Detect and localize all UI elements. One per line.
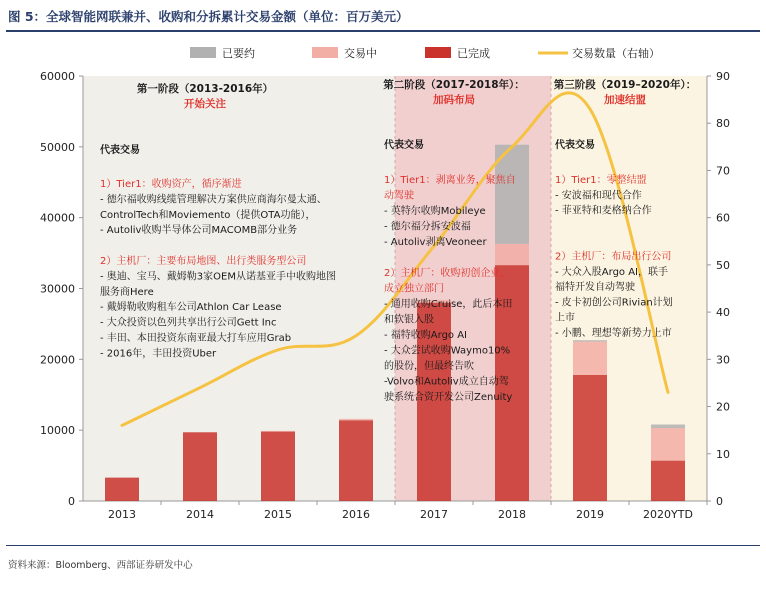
phase-3-deal-line: - 大众入股Argo AI，联手 [555,266,668,278]
phase-2-rep-label: 代表交易 [384,140,424,151]
y-right-tick-label: 70 [716,164,730,178]
phase-3-deal-line: 上市 [555,312,575,324]
phase-2-deal-line: 的股份，但最终告吹 [384,361,474,372]
bar-pending-2016 [339,419,373,420]
bar-completed-2014 [183,432,217,501]
y-right-tick-label: 60 [716,211,730,225]
phase-2-deal-line: 成立独立部门 [384,283,444,295]
phase-3-deal-line: 2）主机厂：布局出行公司 [555,251,672,263]
phase-1-deal-line: - 2016年，丰田投资Uber [100,348,217,360]
legend-swatch-pending [312,47,338,58]
legend-label-announced: 已要约 [222,47,255,60]
bar-completed-2015 [261,432,295,501]
figure-title: 图 5：全球智能网联兼并、收购和分拆累计交易金额（单位：百万美元） [8,9,409,24]
phase-1-deal-line: 服务商Here [100,286,154,298]
deal-count-point-2018 [512,146,513,147]
phase-1-deal-line: ControlTech和Moviemento（提供OTA功能）， [100,209,316,221]
phase-1-title: 第一阶段（2013-2016年） [136,83,274,95]
bar-announced-2020YTD [651,425,685,429]
phase-3-deal-line: - 菲亚特和麦格纳合作 [555,205,652,217]
phase-2-subtitle: 加码布局 [433,94,475,106]
bar-pending-2019 [573,342,607,375]
y-left-tick-label: 20000 [40,353,75,367]
phase-1-deal-line: 1）Tier1：收购资产，循序渐进 [100,179,242,190]
phase-2-deal-line: - 英特尔收购Mobileye [384,206,486,217]
y-right-tick-label: 20 [716,400,730,414]
phase-2-title: 第二阶段（2017-2018年）： [383,79,525,91]
source-note: 资料来源：Bloomberg、西部证券研发中心 [8,560,193,571]
legend-label-count: 交易数量（右轴） [572,47,660,60]
legend-swatch-completed [425,47,451,58]
phase-1-subtitle: 开始关注 [184,98,226,110]
phase-3-deal-line: - 小鹏、理想等新势力上市 [555,328,672,339]
bar-announced-2019 [573,340,607,341]
phase-3-title: 第三阶段（2019–2020年）： [553,79,697,91]
y-right-tick-label: 10 [716,447,730,461]
bar-pending-2020YTD [651,428,685,461]
bar-completed-2019 [573,375,607,501]
y-left-tick-label: 60000 [40,70,75,83]
phase-2-deal-line: -Volvo和Autoliv成立自动驾 [384,376,509,388]
phase-2-deal-line: - 福特收购Argo AI [384,330,467,341]
y-left-tick-label: 10000 [40,424,75,438]
phase-2-deal-line: 驶系统合资开发公司Zenuity [384,392,513,403]
bottom-rule [6,545,760,546]
phase-3-deal-line: 1）Tier1：零整结盟 [555,175,647,186]
y-left-tick-label: 50000 [40,140,75,154]
deal-count-point-2014 [200,387,201,388]
y-right-tick-label: 50 [716,258,730,272]
deal-count-point-2016 [356,335,357,336]
phase-3-rep-label: 代表交易 [555,140,595,151]
phase-3-deal-line: 福特开发自动驾驶 [555,282,635,294]
phase-2-deal-line: 和软银入股 [384,314,434,326]
y-right-tick-label: 90 [716,70,730,83]
phase-2-deal-line: 2）主机厂：收购初创企业， [384,268,511,279]
x-tick-label: 2015 [264,508,292,521]
bar-completed-2020YTD [651,461,685,501]
legend-label-completed: 已完成 [457,47,490,60]
phase-1-deal-line: - 丰田、本田投资东南亚最大打车应用Grab [100,333,292,344]
deal-count-point-2019 [590,109,591,110]
phase-2-deal-line: - 大众尝试收购Waymo10% [384,345,511,357]
deal-count-point-2020YTD [668,392,669,393]
phase-1-deal-line: - 戴姆勒收购租车公司Athlon Car Lease [100,302,282,314]
x-tick-label: 2014 [186,508,214,521]
phase-2-deal-line: - 通用收购Cruise，此后本田 [384,299,513,310]
x-tick-label: 2017 [420,508,448,521]
y-left-tick-label: 40000 [40,211,75,225]
y-right-tick-label: 40 [716,306,730,320]
phase-2-deal-line: 动驾驶 [384,190,414,202]
phase-2-deal-line: 1）Tier1：剥离业务，聚焦自 [384,175,516,186]
phase-1-deal-line: - 奥迪、宝马、戴姆勒3家OEM从诺基亚手中收购地图 [100,271,336,283]
deal-count-point-2015 [278,349,279,350]
phase-1-rep-label: 代表交易 [100,145,140,156]
phase-3-deal-line: - 安波福和现代合作 [555,190,642,202]
x-tick-label: 2019 [576,508,604,521]
bar-pending-2015 [261,431,295,432]
y-right-tick-label: 80 [716,117,730,131]
y-right-tick-label: 30 [716,353,730,367]
legend-swatch-announced [190,47,216,58]
legend-label-pending: 交易中 [344,47,377,60]
x-tick-label: 2013 [108,508,136,521]
x-tick-label: 2018 [498,508,526,521]
phase-3-subtitle: 加速结盟 [604,94,646,106]
phase-2-deal-line: - Autoliv剥离Veoneer [384,237,487,248]
deal-count-point-2013 [122,425,123,426]
x-tick-label: 2016 [342,508,370,521]
y-left-tick-label: 30000 [40,282,75,296]
phase-1-deal-line: 2）主机厂：主要布局地图、出行类服务型公司 [100,256,307,267]
y-left-tick-label: 0 [68,495,75,508]
phase-3-deal-line: - 皮卡初创公司Rivian计划 [555,297,673,309]
x-tick-label: 2020YTD [643,508,693,521]
bar-completed-2013 [105,478,139,501]
phase-1-deal-line: - 德尔福收购线缆管理解决方案供应商海尔曼太通、 [100,194,327,206]
phase-2-deal-line: - 德尔福分拆安波福 [384,221,471,233]
phase-1-deal-line: - 大众投资以色列共享出行公司Gett Inc [100,317,277,329]
phase-1-deal-line: - Autoliv收购半导体公司MACOMB部分业务 [100,225,298,237]
bar-completed-2016 [339,420,373,501]
bar-pending-2018 [495,244,529,265]
y-right-tick-label: 0 [716,495,723,508]
